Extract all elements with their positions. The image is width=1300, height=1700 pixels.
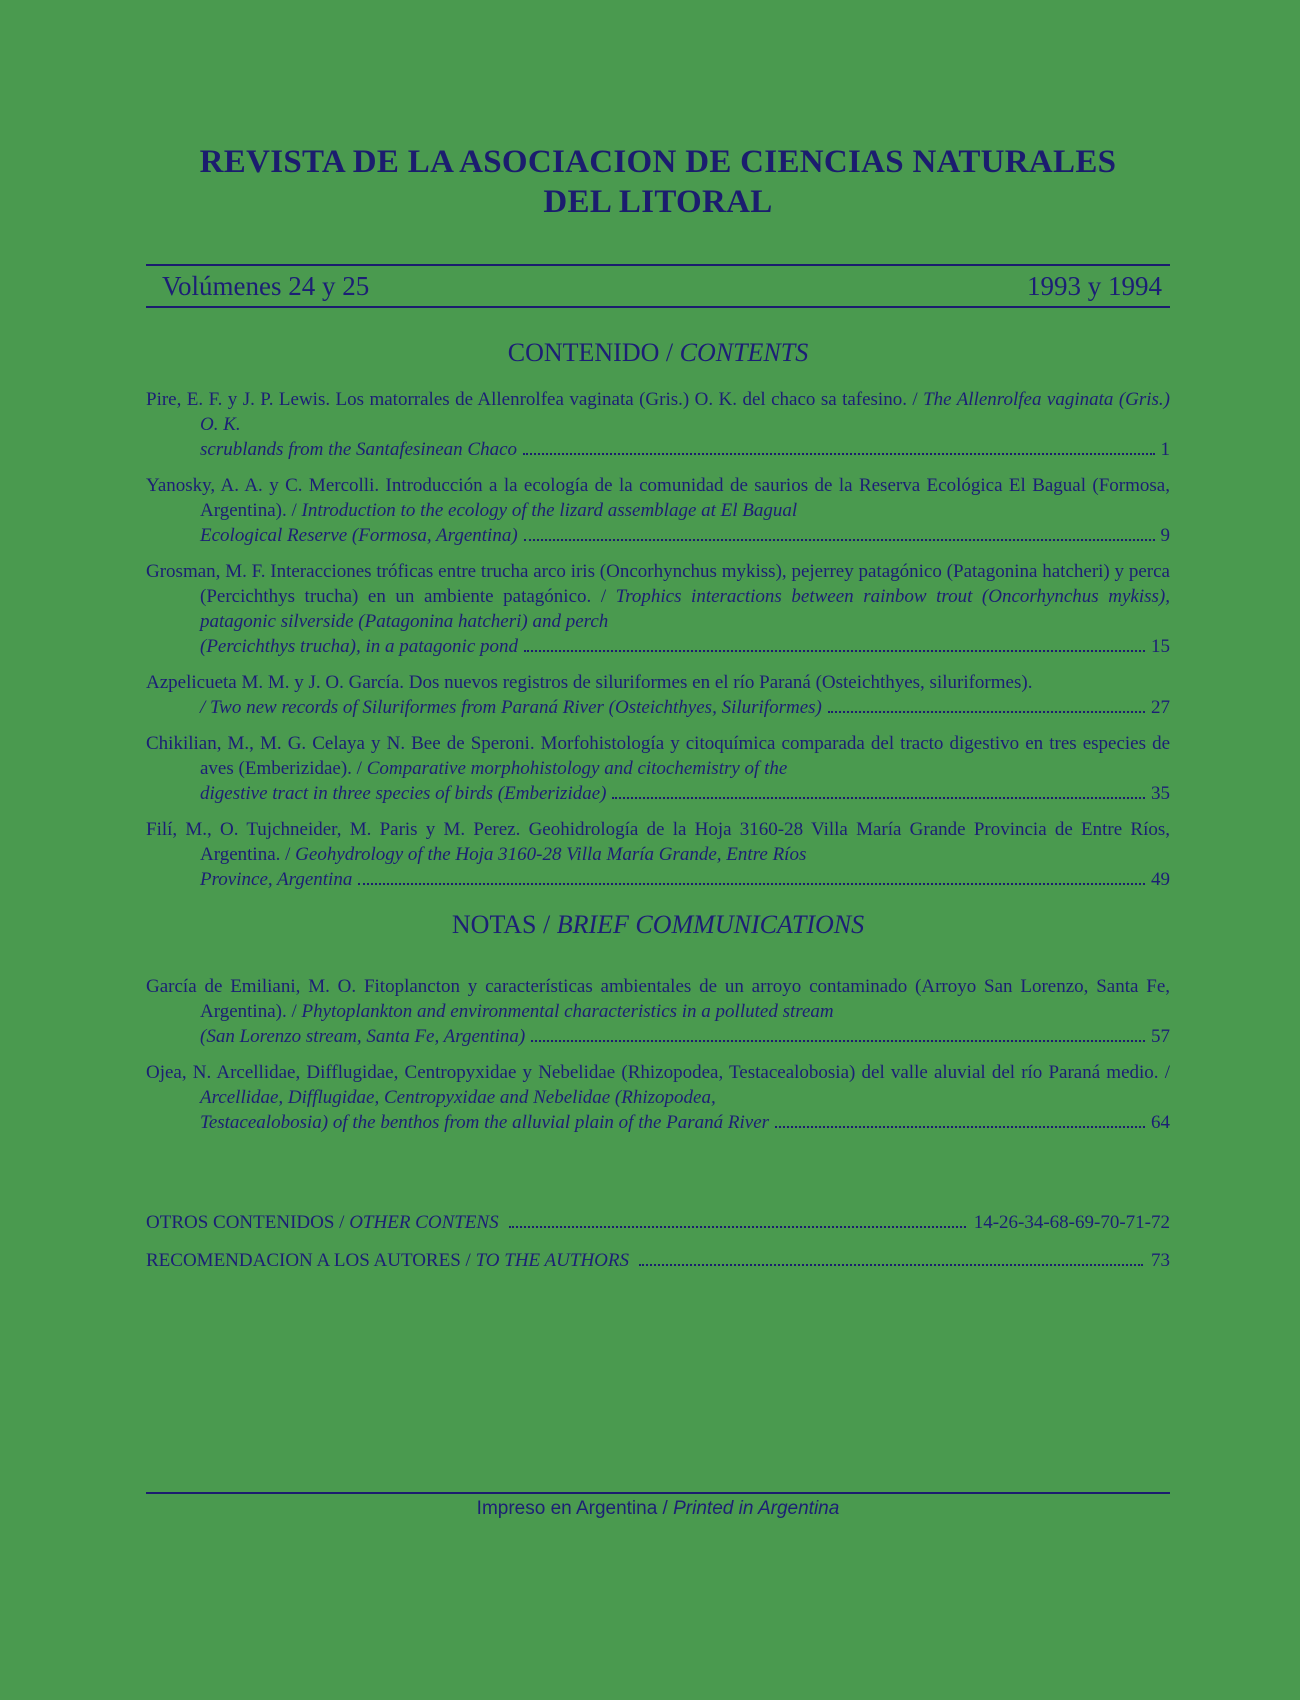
dot-leader [828, 710, 1145, 713]
entry-text-en: Introduction to the ecology of the lizard assemblage at El Bagual [301, 500, 798, 521]
contents-heading [146, 338, 1170, 368]
entry-text-es: Ojea, N. Arcellidae, Difflugidae, Centropyxidae y Nebelidae (Rhizopodea, Testacealobosia) del valle aluvial del río Paraná medio. / [146, 1062, 1170, 1083]
entry-last-line: Province, Argentina [200, 869, 353, 890]
journal-title [146, 142, 1170, 222]
entry-tail [200, 437, 1170, 462]
footer-en: Printed in Argentina [673, 1498, 840, 1519]
toc-entry [146, 731, 1170, 806]
page-number: 27 [1151, 697, 1170, 718]
dot-leader [612, 796, 1145, 799]
entry-tail [200, 1110, 1170, 1135]
contents-list [146, 387, 1170, 903]
entry-text-es: García de Emiliani, M. O. Fitoplancton y características ambientales de un arroyo contaminado (Arroyo San Lorenzo, Santa Fe, Argentina). / [146, 976, 1170, 1022]
entry-text-es: Filí, M., O. Tujchneider, M. Paris y M. Perez. Geohidrología de la Hoja 3160-28 Villa María Grande Provincia de Entre Ríos, Argentina. / [146, 819, 1170, 865]
entry-last-line: digestive tract in three species of birds (Emberizidae) [200, 783, 607, 804]
entry-tail [200, 695, 1170, 720]
other-label [146, 1212, 499, 1234]
entry-text-en: The Allenrolfea vaginata (Gris.) O. K. [200, 389, 1171, 435]
toc-entry [146, 817, 1170, 892]
entry-last-line: (San Lorenzo stream, Santa Fe, Argentina) [200, 1026, 526, 1047]
other-contents [146, 1212, 1170, 1288]
dot-leader [523, 452, 1155, 455]
other-label-en: TO THE AUTHORS [475, 1250, 630, 1271]
toc-entry [146, 559, 1170, 659]
entry-text-en: Trophics interactions between rainbow trout (Oncorhynchus mykiss), patagonic silverside (Patagonina hatcheri) and perch [200, 586, 1170, 632]
entry-tail [200, 523, 1170, 548]
toc-entry [146, 473, 1170, 548]
other-label [146, 1250, 629, 1272]
entry-text-en: Geohydrology of the Hoja 3160-28 Villa María Grande, Entre Ríos [295, 844, 807, 865]
page-number: 9 [1160, 525, 1170, 546]
toc-entry [146, 1060, 1170, 1135]
entry-text-es: Grosman, M. F. Interacciones tróficas entre trucha arco iris (Oncorhynchus mykiss), pejerrey patagónico (Patagonina hatcheri) y perca (Percichthys trucha) en un ambiente patagónico. / [146, 561, 1170, 607]
page-number: 57 [1151, 1026, 1170, 1047]
page-number: 49 [1151, 869, 1170, 890]
entry-last-line: Testacealobosia) of the benthos from the alluvial plain of the Paraná River [200, 1112, 770, 1133]
other-label-es: RECOMENDACION A LOS AUTORES / [146, 1250, 471, 1271]
notes-heading-es: NOTAS / [451, 910, 551, 939]
page-numbers: 73 [1151, 1250, 1170, 1271]
volume-label: Volúmenes 24 y 25 [162, 271, 370, 301]
page-number: 64 [1151, 1112, 1170, 1133]
entry-last-line: (Percichthys trucha), in a patagonic pond [200, 636, 519, 657]
contents-heading-es: CONTENIDO / [507, 338, 674, 367]
dot-leader [775, 1125, 1145, 1128]
entry-text-es: Pire, E. F. y J. P. Lewis. Los matorrales de Allenrolfea vaginata (Gris.) O. K. del chaco sa tafesino. / [146, 389, 918, 410]
entry-text-es: Chikilian, M., M. G. Celaya y N. Bee de Speroni. Morfohistología y citoquímica comparada del tracto digestivo en tres especies de aves (Emberizidae). / [146, 733, 1170, 779]
entry-text-en: Arcellidae, Difflugidae, Centropyxidae and Nebelidae (Rhizopodea, [200, 1087, 716, 1108]
entry-tail [200, 1024, 1170, 1049]
entry-tail [200, 634, 1170, 659]
dot-leader [358, 882, 1145, 885]
footer-divider [146, 1492, 1170, 1494]
contents-heading-en: CONTENTS [679, 338, 809, 367]
toc-entry [146, 670, 1170, 720]
years-label: 1993 y 1994 [1027, 271, 1162, 301]
journal-title-line1: REVISTA DE LA ASOCIACION DE CIENCIAS NATURALES [199, 144, 1117, 180]
entry-last-line: / Two new records of Siluriformes from Paraná River (Osteichthyes, Siluriformes) [200, 697, 822, 718]
notes-heading [146, 910, 1170, 940]
other-label-es: OTROS CONTENIDOS / [146, 1212, 345, 1233]
entry-last-line: Ecological Reserve (Formosa, Argentina) [200, 525, 518, 546]
page-number: 1 [1160, 439, 1170, 460]
entry-text-en: Comparative morphohistology and citochemistry of the [366, 758, 788, 779]
dot-leader [639, 1264, 1143, 1266]
page-number: 35 [1151, 783, 1170, 804]
page-numbers: 14-26-34-68-69-70-71-72 [973, 1212, 1170, 1233]
volume-band [146, 264, 1170, 308]
other-contents-row [146, 1250, 1170, 1288]
entry-text-es: Yanosky, A. A. y C. Mercolli. Introducción a la ecología de la comunidad de saurios de la Reserva Ecológica El Bagual (Formosa, Argentina). / [146, 475, 1170, 521]
dot-leader [524, 538, 1155, 541]
toc-entry [146, 974, 1170, 1049]
entry-tail [200, 781, 1170, 806]
journal-title-line2: DEL LITORAL [543, 184, 773, 220]
other-contents-row [146, 1212, 1170, 1250]
other-label-en: OTHER CONTENS [349, 1212, 499, 1233]
entry-tail [200, 867, 1170, 892]
footer-es: Impreso en Argentina / [476, 1498, 668, 1519]
notes-list [146, 974, 1170, 1146]
dot-leader [531, 1039, 1145, 1042]
page-number: 15 [1151, 636, 1170, 657]
toc-entry [146, 387, 1170, 462]
entry-text-es: Azpelicueta M. M. y J. O. García. Dos nuevos registros de siluriformes en el río Paraná (Osteichthyes, siluriformes). [146, 672, 1033, 693]
footer [146, 1498, 1170, 1520]
notes-heading-en: BRIEF COMMUNICATIONS [556, 910, 865, 939]
dot-leader [509, 1226, 966, 1228]
entry-last-line: scrublands from the Santafesinean Chaco [200, 439, 517, 460]
entry-text-en: Phytoplankton and environmental characteristics in a polluted stream [301, 1001, 834, 1022]
dot-leader [524, 649, 1145, 652]
